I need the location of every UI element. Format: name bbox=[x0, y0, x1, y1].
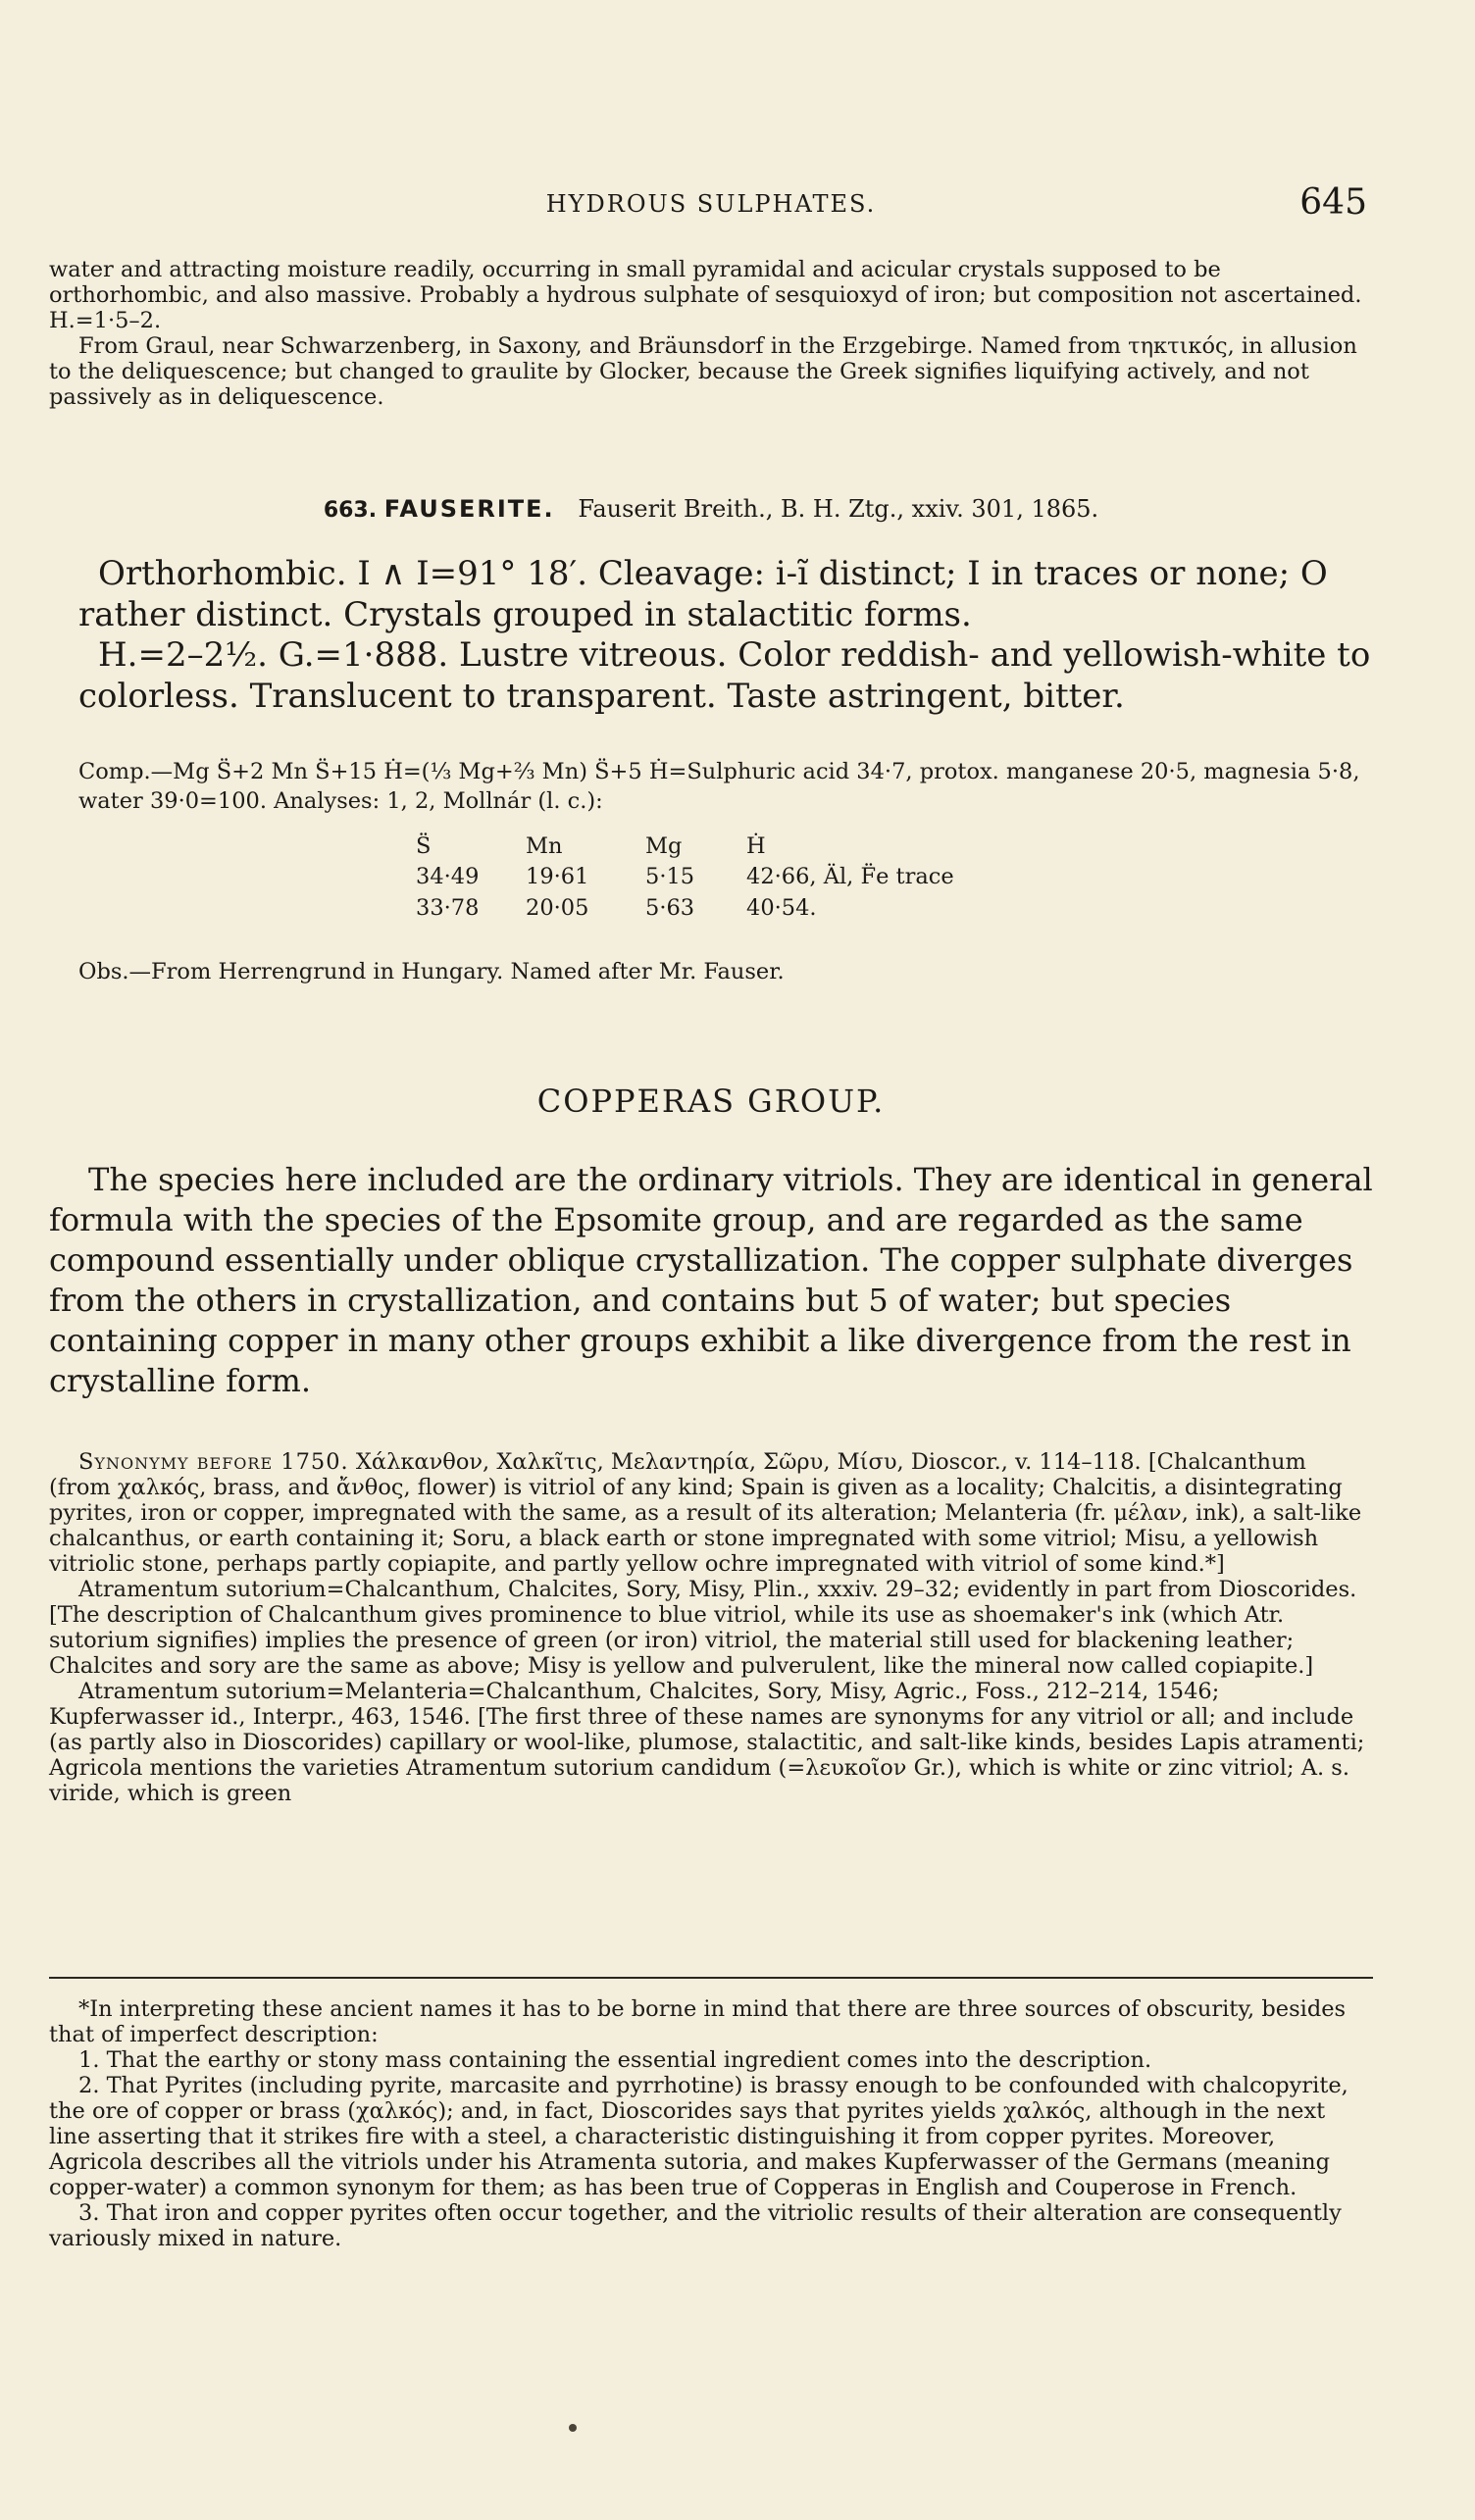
footnote-item: 3. That iron and copper pyrites often occur together, and the vitriolic results of their alteration are consequently variously mixed in nature. bbox=[49, 2200, 1342, 2251]
species-reference: Fauserit Breith., B. H. Ztg., xxiv. 301, 1865. bbox=[578, 495, 1099, 523]
intro-paragraph: water and attracting moisture readily, occurring in small pyramidal and acicular crystals supposed to be orthorhombic, and also massive. Probably a hydrous sulphate of sesquioxyd of iron; but composition not ascertained. H.=1·5–2. bbox=[49, 257, 1362, 333]
print-mark-dot bbox=[569, 2424, 577, 2432]
table-cell: 20·05 bbox=[526, 895, 589, 921]
observations bbox=[78, 959, 1373, 984]
group-intro-paragraph: The species here included are the ordinary vitriols. They are identical in general formula with the species of the Epsomite group, and are regarded as the same compound essentially under oblique crystallization. The copper sulphate diverges from the others in crystallization, and contains but 5 of water; but species containing copper in many other groups exhibit a like divergence from the rest in crystalline form. bbox=[49, 1161, 1373, 1399]
analyses-table bbox=[416, 832, 1021, 924]
species-description bbox=[78, 554, 1373, 717]
table-header: Ḣ bbox=[746, 833, 766, 859]
species-number: 663. bbox=[323, 498, 378, 523]
description-paragraph: H.=2–2½. G.=1·888. Lustre vitreous. Color reddish- and yellowish-white to colorless. Translucent to transparent. Taste astringent, bitter. bbox=[78, 635, 1371, 716]
table-cell: 19·61 bbox=[526, 864, 589, 889]
table-row bbox=[416, 892, 1021, 924]
table-cell: 5·63 bbox=[645, 895, 695, 921]
description-paragraph: Orthorhombic. I ∧ I=91° 18′. Cleavage: i-ĩ distinct; I in traces or none; O rather distinct. Crystals grouped in stalactitic forms. bbox=[78, 554, 1328, 634]
synonymy-paragraph bbox=[49, 1449, 1373, 1577]
table-header: S̈ bbox=[416, 833, 432, 859]
running-header bbox=[49, 184, 1373, 224]
table-cell: 34·49 bbox=[416, 864, 480, 889]
table-row bbox=[416, 861, 1021, 892]
intro-paragraph: From Graul, near Schwarzenberg, in Saxony, and Bräunsdorf in the Erzgebirge. Named from τηκτικός, in allusion to the deliquescence; but changed to graulite by Glocker, because the Greek signifies liquifying actively, and not passively as in deliquescence. bbox=[49, 333, 1357, 410]
composition-text bbox=[78, 757, 1373, 816]
table-cell: 40·54. bbox=[746, 895, 817, 921]
footnote-intro: *In interpreting these ancient names it has to be borne in mind that there are three sources of obscurity, besides that of imperfect description: bbox=[49, 1996, 1347, 2047]
footnote bbox=[49, 1996, 1373, 2251]
synonymy-section bbox=[49, 1449, 1373, 1806]
group-intro bbox=[49, 1160, 1373, 1401]
species-heading bbox=[49, 495, 1373, 523]
footnote-item: 2. That Pyrites (including pyrite, marcasite and pyrrhotine) is brassy enough to be confounded with chalcopyrite, the ore of copper or brass (χαλκός); and, in fact, Dioscorides says that pyrites yields χαλκός, although in the next line asserting that it strikes fire with a steel, a characteristic distinguishing it from copper pyrites. Moreover, Agricola describes all the vitriols under his Atramenta sutoria, and makes Kupferwasser of the Germans (meaning copper-water) a common synonym for them; as has been true of Copperas in English and Couperose in French. bbox=[49, 2073, 1348, 2200]
observations-text: Obs.—From Herrengrund in Hungary. Named after Mr. Fauser. bbox=[78, 959, 785, 984]
species-name: FAUSERITE. bbox=[383, 495, 555, 523]
intro-section bbox=[49, 257, 1373, 410]
group-heading: COPPERAS GROUP. bbox=[536, 1083, 886, 1120]
footnote-item: 1. That the earthy or stony mass containing the essential ingredient comes into the description. bbox=[78, 2047, 1152, 2073]
running-title: HYDROUS SULPHATES. bbox=[545, 190, 877, 218]
synonymy-paragraph: Atramentum sutorium=Chalcanthum, Chalcites, Sory, Misy, Plin., xxxiv. 29–32; evidently in part from Dioscorides. [The description of Chalcanthum gives prominence to blue vitriol, while its use as shoemaker's ink (which Atr. sutorium signifies) implies the presence of green (or iron) vitriol, the material still used for blackening leather; Chalcites and sory are the same as above; Misy is yellow and pulverulent, like the mineral now called copiapite.] bbox=[49, 1577, 1357, 1679]
synonymy-text: Χάλκανθον, Χαλκῖτις, Μελαντηρία, Σῶρυ, Μίσυ, Dioscor., v. 114–118. [Chalcanthum (from χαλκός, brass, and ἄνθος, flower) is vitriol of any kind; Spain is given as a locality; Chalcitis, a disintegrating pyrites, iron or copper, impregnated with the same, as a result of its alteration; Melanteria (fr. μέλαν, ink), a salt-like chalcanthus, or earth containing it; Soru, a black earth or stone impregnated with some vitriol; Misu, a yellowish vitriolic stone, perhaps partly copiapite, and partly yellow ochre impregnated with vitriol of some kind.*] bbox=[49, 1449, 1362, 1577]
page-number: 645 bbox=[1299, 182, 1367, 223]
table-header: Mg bbox=[645, 833, 683, 859]
table-cell: 33·78 bbox=[416, 895, 480, 921]
table-cell: 5·15 bbox=[645, 864, 695, 889]
synonymy-paragraph: Atramentum sutorium=Melanteria=Chalcanthum, Chalcites, Sory, Misy, Agric., Foss., 212–214, 1546; Kupferwasser id., Interpr., 463, 1546. [The first three of these names are synonyms for any vitriol or all; and include (as partly also in Dioscorides) capillary or wool-like, plumose, stalactitic, and salt-like kinds, besides Lapis atramenti; Agricola mentions the varieties Atramentum sutorium candidum (=λευκοῖον Gr.), which is white or zinc vitriol; A. s. viride, which is green bbox=[49, 1679, 1365, 1806]
table-header-row bbox=[416, 832, 1021, 861]
synonymy-label: Synonymy before 1750. bbox=[78, 1449, 349, 1475]
footnote-divider bbox=[49, 1977, 1373, 1979]
table-cell: 42·66, Äl, F̈e trace bbox=[746, 864, 954, 889]
composition-paragraph: Comp.—Mg S̈+2 Mn S̈+15 Ḣ=(⅓ Mg+⅔ Mn) S̈+5 Ḣ=Sulphuric acid 34·7, protox. manganese 20·5, magnesia 5·8, water 39·0=100. Analyses: 1, 2, Mollnár (l. c.): bbox=[78, 759, 1360, 814]
table-header: Mn bbox=[526, 833, 563, 859]
